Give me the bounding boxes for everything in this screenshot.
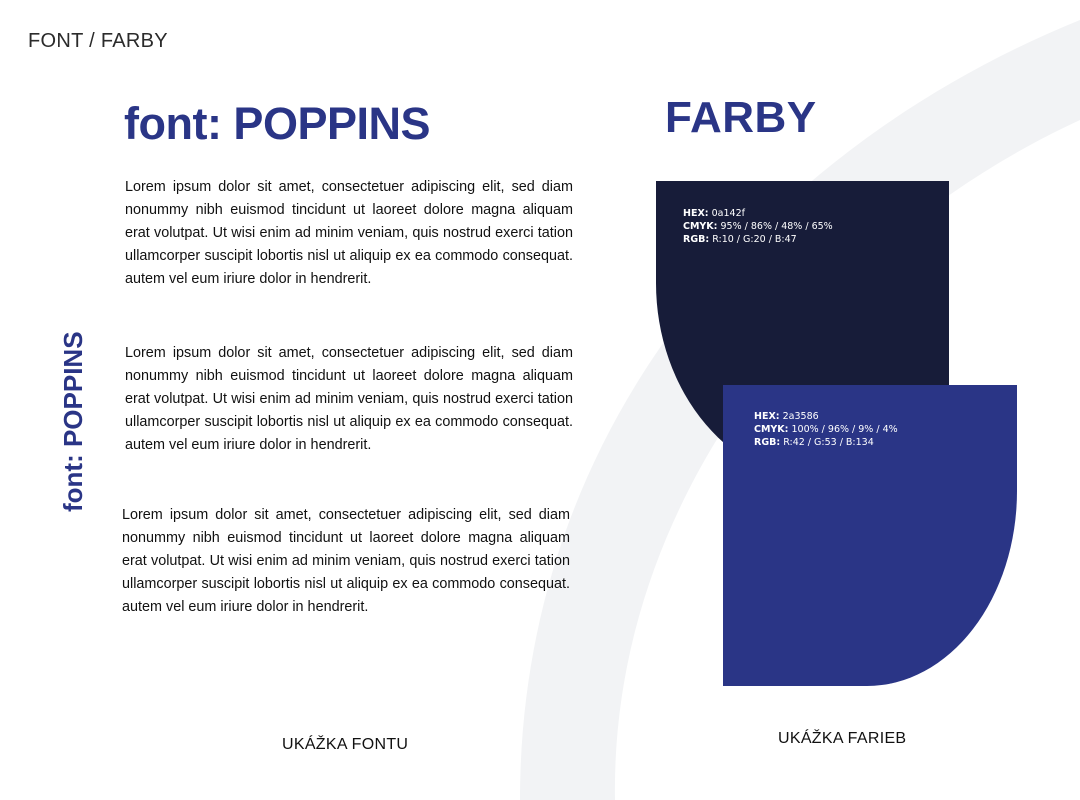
sample-paragraph-1: Lorem ipsum dolor sit amet, consectetuer adipiscing elit, sed diam nonummy nibh euismod tincidunt ut laoreet dolore magna aliquam erat volutpat. Ut wisi enim ad minim veniam, quis nostrud exerci tation ullamcorper suscipit lobortis nisl ut aliquip ex ea commodo consequat. autem vel eum iriure dolor in hendrerit. [125,179,573,287]
hex-label: HEX: [754,411,780,422]
page-header: FONT / FARBY [28,30,168,52]
font-caption: UKÁŽKA FONTU [282,736,409,753]
cmyk-label: CMYK: [683,221,718,232]
hex-label: HEX: [683,208,709,219]
colors-title: FARBY [665,93,817,142]
cmyk-value: 100% / 96% / 9% / 4% [791,424,898,435]
sample-paragraph-2: Lorem ipsum dolor sit amet, consectetuer adipiscing elit, sed diam nonummy nibh euismod tincidunt ut laoreet dolore magna aliquam erat volutpat. Ut wisi enim ad minim veniam, quis nostrud exerci tation ullamcorper suscipit lobortis nisl ut aliquip ex ea commodo consequat. autem vel eum iriure dolor in hendrerit. [125,345,573,453]
rgb-label: RGB: [754,437,781,448]
hex-value: 0a142f [711,208,745,219]
rgb-label: RGB: [683,234,710,245]
font-title-vertical: font: POPPINS [58,331,88,512]
rgb-value: R:42 / G:53 / B:134 [783,437,874,448]
cmyk-value: 95% / 86% / 48% / 65% [720,221,833,232]
rgb-value: R:10 / G:20 / B:47 [712,234,797,245]
cmyk-label: CMYK: [754,424,789,435]
swatch-info [754,410,898,449]
font-title: font: POPPINS [124,98,430,149]
sample-paragraph-3: Lorem ipsum dolor sit amet, consectetuer adipiscing elit, sed diam nonummy nibh euismod tincidunt ut laoreet dolore magna aliquam erat volutpat. Ut wisi enim ad minim veniam, quis nostrud exerci tation ullamcorper suscipit lobortis nisl ut aliquip ex ea commodo consequat. autem vel eum iriure dolor in hendrerit. [122,507,570,615]
swatch-info [683,207,833,246]
hex-value: 2a3586 [782,411,819,422]
colors-caption: UKÁŽKA FARIEB [778,730,907,747]
